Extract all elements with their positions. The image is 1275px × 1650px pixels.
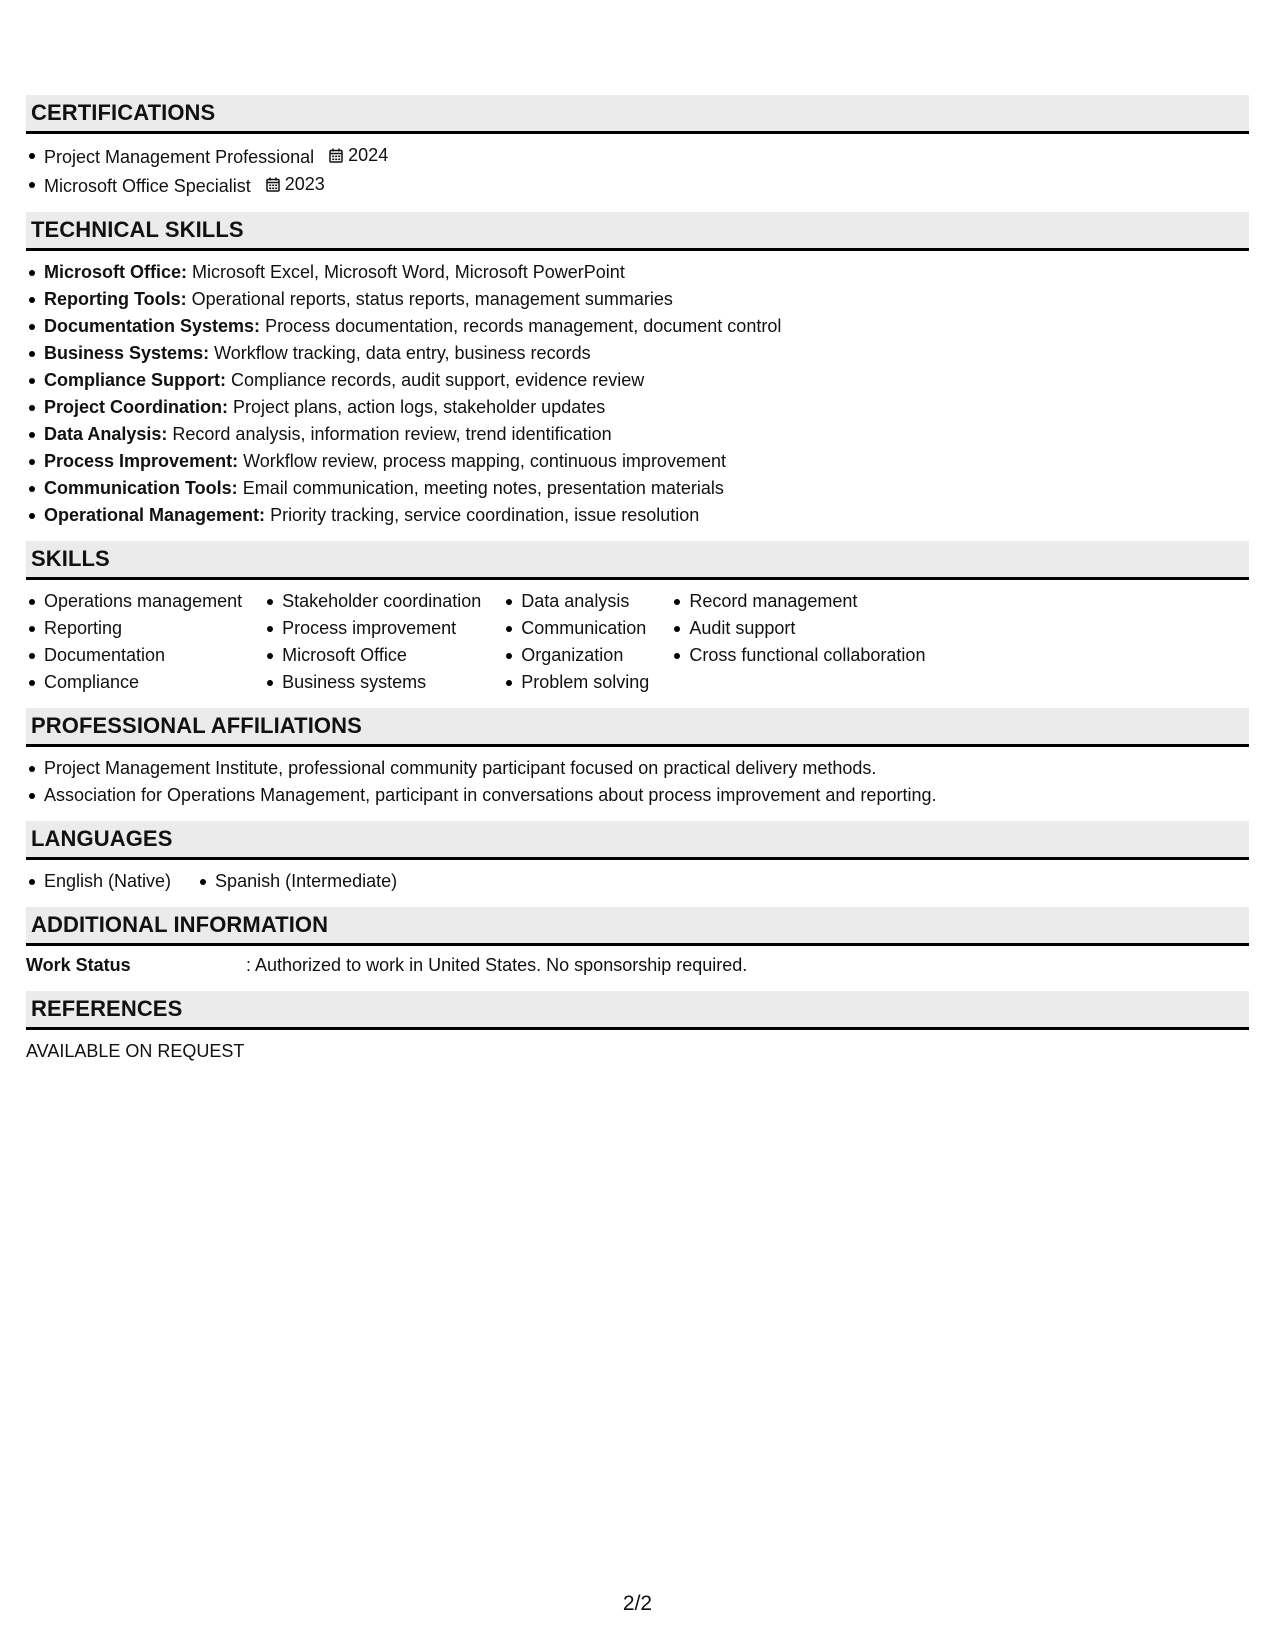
skill-category-label: Reporting Tools: [44, 289, 187, 309]
section-heading: REFERENCES [26, 991, 1249, 1030]
section-heading: ADDITIONAL INFORMATION [26, 907, 1249, 946]
list-item [26, 421, 1249, 448]
certification-date [266, 171, 325, 198]
list-item: Audit support [671, 615, 925, 642]
list-item: Data analysis [503, 588, 649, 615]
list-item [26, 259, 1249, 286]
list-item: Microsoft Office [264, 642, 481, 669]
skill-category-value: Record analysis, information review, trend identification [172, 424, 612, 444]
list-item: Cross functional collaboration [671, 642, 925, 669]
list-item: Problem solving [503, 669, 649, 696]
skills-column [264, 588, 481, 696]
certification-name: Project Management Professional [44, 147, 315, 167]
list-item: Documentation [26, 642, 242, 669]
list-item: English (Native) [26, 868, 171, 895]
skill-category-label: Compliance Support: [44, 370, 227, 390]
certification-date [329, 142, 388, 169]
references-text: AVAILABLE ON REQUEST [26, 1041, 245, 1061]
certification-year: 2024 [348, 145, 389, 165]
list-item: Reporting [26, 615, 242, 642]
list-item: Record management [671, 588, 925, 615]
list-item [26, 142, 1249, 171]
work-status-label: Work Status [26, 955, 131, 975]
list-item: Operations management [26, 588, 242, 615]
technical-skills-section [26, 212, 1249, 541]
references-section [26, 991, 1249, 1065]
page-number: 2/2 [622, 1592, 653, 1615]
skill-category-value: Priority tracking, service coordination, issue resolution [270, 505, 700, 525]
skill-category-value: Email communication, meeting notes, presentation materials [242, 478, 724, 498]
skill-category-value: Microsoft Excel, Microsoft Word, Microsoft PowerPoint [192, 262, 625, 282]
certifications-section [26, 95, 1249, 212]
skill-category-value: Project plans, action logs, stakeholder updates [233, 397, 606, 417]
work-status-value: : Authorized to work in United States. No sponsorship required. [246, 955, 748, 975]
technical-skills-list [26, 251, 1249, 541]
skill-category-label: Communication Tools: [44, 478, 238, 498]
list-item: Association for Operations Management, participant in conversations about process improvement and reporting. [26, 782, 1249, 809]
skill-category-label: Data Analysis: [44, 424, 168, 444]
list-item: Process improvement [264, 615, 481, 642]
skill-category-value: Workflow review, process mapping, continuous improvement [243, 451, 726, 471]
work-status-row [26, 946, 1249, 991]
calendar-icon [329, 148, 343, 163]
list-item [26, 367, 1249, 394]
section-heading: CERTIFICATIONS [26, 95, 1249, 134]
list-item: Business systems [264, 669, 481, 696]
section-heading: TECHNICAL SKILLS [26, 212, 1249, 251]
additional-info-section [26, 907, 1249, 991]
certification-year: 2023 [284, 174, 325, 194]
list-item: Compliance [26, 669, 242, 696]
skill-category-value: Operational reports, status reports, management summaries [191, 289, 673, 309]
skills-column [26, 588, 242, 696]
certifications-list [26, 134, 1249, 212]
list-item [26, 475, 1249, 502]
list-item [26, 340, 1249, 367]
list-item [26, 286, 1249, 313]
skill-category-label: Business Systems: [44, 343, 210, 363]
languages-section [26, 821, 1249, 907]
skill-category-label: Process Improvement: [44, 451, 239, 471]
affiliations-list [26, 747, 1249, 821]
skills-grid [26, 580, 1249, 708]
list-item: Organization [503, 642, 649, 669]
list-item [26, 394, 1249, 421]
skill-category-label: Operational Management: [44, 505, 266, 525]
list-item: Spanish (Intermediate) [197, 868, 397, 895]
section-heading: SKILLS [26, 541, 1249, 580]
section-heading: PROFESSIONAL AFFILIATIONS [26, 708, 1249, 747]
certification-name: Microsoft Office Specialist [44, 176, 251, 196]
skill-category-value: Process documentation, records management, document control [265, 316, 782, 336]
languages-list [26, 860, 1249, 907]
section-heading: LANGUAGES [26, 821, 1249, 860]
list-item: Stakeholder coordination [264, 588, 481, 615]
affiliations-section [26, 708, 1249, 821]
calendar-icon [266, 177, 280, 192]
skill-category-value: Compliance records, audit support, evidence review [231, 370, 645, 390]
list-item [26, 313, 1249, 340]
list-item: Communication [503, 615, 649, 642]
list-item [26, 171, 1249, 200]
skills-section [26, 541, 1249, 708]
resume-page [26, 95, 1249, 1065]
skill-category-label: Microsoft Office: [44, 262, 188, 282]
list-item: Project Management Institute, professional community participant focused on practical delivery methods. [26, 755, 1249, 782]
skill-category-label: Documentation Systems: [44, 316, 261, 336]
skill-category-label: Project Coordination: [44, 397, 228, 417]
skill-category-value: Workflow tracking, data entry, business records [214, 343, 591, 363]
skills-column [671, 588, 925, 696]
skills-column [503, 588, 649, 696]
list-item [26, 502, 1249, 529]
list-item [26, 448, 1249, 475]
